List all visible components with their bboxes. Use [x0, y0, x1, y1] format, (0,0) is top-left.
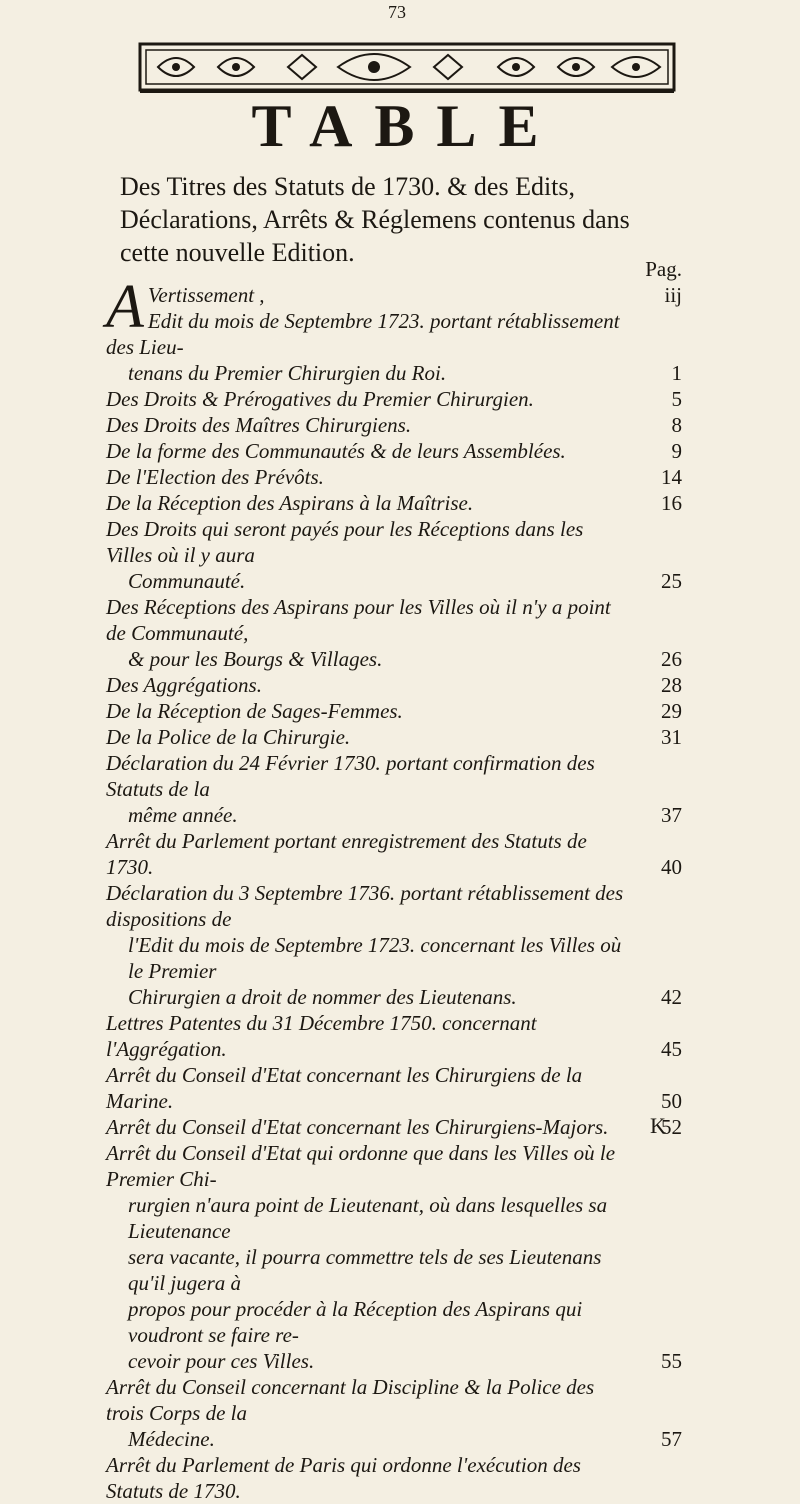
toc-entry-text: De l'Election des Prévôts. [106, 465, 324, 489]
toc-entry [106, 308, 682, 386]
toc-entry-page: 26 [661, 647, 682, 671]
toc-entry-text: De la Police de la Chirurgie. [106, 725, 351, 749]
table-title: TABLE [251, 93, 561, 159]
toc-entry [106, 1452, 682, 1504]
toc-entry-text: Des Réceptions des Aspirans pour les Villes où il n'y a point de Communauté, [106, 595, 611, 645]
toc-entry-text: Arrêt du Parlement portant enregistrement des Statuts de 1730. [106, 829, 587, 879]
toc-entry-page: 9 [671, 439, 682, 463]
toc-entry-text: Vertissement , [147, 283, 265, 307]
toc-entry-continuation: Médecine. [128, 1427, 215, 1451]
toc-entry [106, 1140, 682, 1374]
subtitle: Des Titres des Statuts de 1730. & des Edits, Déclarations, Arrêts & Réglemens contenus dans cette nouvelle Edition. [120, 172, 630, 267]
toc-entry-continuation: propos pour procéder à la Réception des Aspirans qui voudront se faire re- [128, 1297, 583, 1347]
toc-entry-text: Déclaration du 24 Février 1730. portant confirmation des Statuts de la [106, 751, 595, 801]
signature-mark: K [650, 1113, 666, 1138]
toc-entry-text: De la Réception des Aspirans à la Maîtrise. [106, 491, 474, 515]
toc-entry-text: Arrêt du Parlement de Paris qui ordonne l'exécution des Statuts de 1730. [106, 1453, 581, 1503]
toc-entry-page: 16 [661, 491, 682, 515]
ornament-band [138, 24, 676, 96]
toc-entry-text: De la forme des Communautés & de leurs Assemblées. [106, 439, 566, 463]
toc-entry-page: 1 [671, 361, 682, 385]
toc-entry-page: 40 [661, 855, 682, 879]
toc-entry-continuation: Chirurgien a droit de nommer des Lieutenans. [128, 985, 517, 1009]
toc-entry [106, 1114, 682, 1140]
toc-entry-page: Pag. iij [645, 257, 682, 307]
toc-entry-text: Des Droits & Prérogatives du Premier Chirurgien. [106, 387, 534, 411]
toc-entry-page: 52 [661, 1115, 682, 1139]
toc-entry-continuation: Communauté. [128, 569, 246, 593]
toc-entry-page: 28 [661, 673, 682, 697]
toc-entry-continuation: & pour les Bourgs & Villages. [128, 647, 383, 671]
drop-cap: A [106, 273, 144, 341]
toc-entry-page: 5 [671, 387, 682, 411]
toc-entry [106, 594, 682, 672]
toc-entry-text: Arrêt du Conseil concernant la Discipline & la Police des trois Corps de la [106, 1375, 595, 1425]
toc-entry-text: Arrêt du Conseil d'Etat concernant les Chirurgiens de la Marine. [106, 1063, 583, 1113]
toc-entry-page: 37 [661, 803, 682, 827]
toc-entry [106, 490, 682, 516]
toc-entry [106, 672, 682, 698]
toc-entry [106, 412, 682, 438]
toc-entry [106, 1062, 682, 1114]
toc-entry-page: 25 [661, 569, 682, 593]
toc-entry [106, 1010, 682, 1062]
toc-entry [106, 880, 682, 1010]
toc-entry-continuation: tenans du Premier Chirurgien du Roi. [128, 361, 447, 385]
toc-entry-page: 31 [661, 725, 682, 749]
toc-entry-continuation: sera vacante, il pourra commettre tels de ses Lieutenans qu'il jugera à [128, 1245, 602, 1295]
toc-entry-page: 8 [671, 413, 682, 437]
toc-entry-page: 50 [661, 1089, 682, 1113]
toc-entry-page: 42 [661, 985, 682, 1009]
toc-entry-page: 29 [661, 699, 682, 723]
toc-entry-continuation: l'Edit du mois de Septembre 1723. concernant les Villes où le Premier [128, 933, 622, 983]
toc-entry-text: Arrêt du Conseil d'Etat concernant les Chirurgiens-Majors. [106, 1115, 609, 1139]
page-number: 73 [388, 2, 406, 22]
toc-entry-continuation: cevoir pour ces Villes. [128, 1349, 315, 1373]
toc-entry [106, 750, 682, 828]
toc-entry-text: Arrêt du Conseil d'Etat qui ordonne que dans les Villes où le Premier Chi- [106, 1141, 616, 1191]
toc-entry-text: Des Droits des Maîtres Chirurgiens. [106, 413, 412, 437]
toc-entry-text: Lettres Patentes du 31 Décembre 1750. concernant l'Aggrégation. [106, 1011, 537, 1061]
toc-entry [106, 724, 682, 750]
toc-entry-text: Déclaration du 3 Septembre 1736. portant rétablissement des dispositions de [106, 881, 624, 931]
toc-entry-text: De la Réception de Sages-Femmes. [106, 699, 403, 723]
toc-entry [106, 386, 682, 412]
entries-list [106, 257, 682, 1504]
toc-entry [106, 1374, 682, 1452]
toc-entry [106, 516, 682, 594]
toc-entry-page: 57 [661, 1427, 682, 1451]
toc-entry-continuation: rurgien n'aura point de Lieutenant, où dans lesquelles sa Lieutenance [128, 1193, 608, 1243]
toc-entry-text: Des Aggrégations. [106, 673, 262, 697]
toc-entry-page: 14 [661, 465, 682, 489]
toc-entry-page: 55 [661, 1349, 682, 1373]
toc-entry [106, 828, 682, 880]
toc-entry [106, 698, 682, 724]
toc-entry-continuation: même année. [128, 803, 238, 827]
toc-entry-text: Edit du mois de Septembre 1723. portant rétablissement des Lieu- [106, 309, 620, 359]
toc-entry [106, 438, 682, 464]
toc-entry [106, 464, 682, 490]
toc-entry-text: Des Droits qui seront payés pour les Réceptions dans les Villes où il y aura [106, 517, 584, 567]
toc-entry-page: 45 [661, 1037, 682, 1061]
